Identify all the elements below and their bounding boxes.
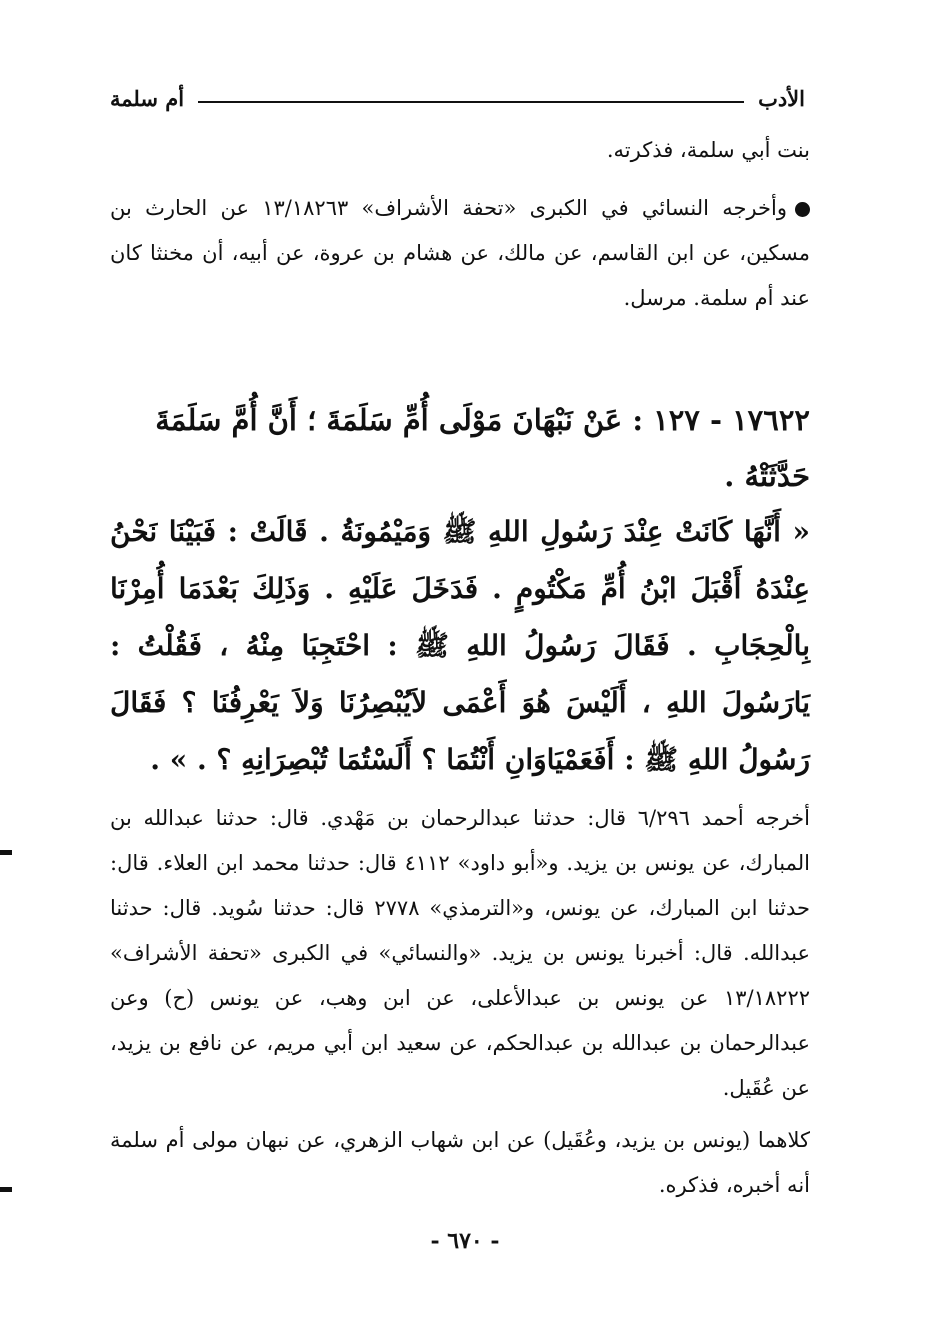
bullet-icon [795,202,810,217]
running-header [110,78,805,118]
scan-edge-mark [0,1187,12,1192]
header-rule [198,101,744,103]
header-section-title: أم سلمة [110,85,185,111]
scan-edge-mark [0,850,12,855]
nasai-note: وأخرجه النسائي في الكبرى «تحفة الأشراف» ١٣/١٨٢٦٣ عن الحارث بن مسكين، عن ابن القاسم، عن مالك، عن هشام بن عروة، عن أبيه، أن مخنثا كان عند أم سلمة. مرسل. [110,196,810,310]
hadith-text: « أَنَّهَا كَانَتْ عِنْدَ رَسُولِ اللهِ ﷺ وَمَيْمُونَةُ . قَالَتْ : فَبَيْنَا نَحْنُ عِنْدَهُ أَقْبَلَ ابْنُ أُمِّ مَكْتُومٍ . فَدَخَلَ عَلَيْهِ . وَذَلِكَ بَعْدَمَا أُمِرْنَا بِالْحِجَابِ . فَقَالَ رَسُولُ اللهِ ﷺ : احْتَجِبَا مِنْهُ ، فَقُلْتُ : يَارَسُولَ اللهِ ، أَلَيْسَ هُوَ أَعْمَى لاَيُبْصِرُنَا وَلاَ يَعْرِفُنَا ؟ فَقَالَ رَسُولُ اللهِ ﷺ : أَفَعَمْيَاوَانِ أَنْتُمَا ؟ أَلَسْتُمَا تُبْصِرَانِهِ ؟ . » . [110,515,810,776]
page-number: - ٦٧٠ - [430,1228,500,1254]
top-fragment: بنت أبي سلمة، فذكرته. [606,138,810,162]
conclusion-paragraph: كلاهما (يونس بن يزيد، وعُقَيل) عن ابن شهاب الزهري، عن نبهان مولى أم سلمة أنه أخبره، فذكره. [110,1128,810,1197]
takhrij-paragraph: أخرجه أحمد ٦/٢٩٦ قال: حدثنا عبدالرحمان بن مَهْدي. قال: حدثنا عبدالله بن المبارك، عن يونس بن يزيد. و«أبو داود» ٤١١٢ قال: حدثنا محمد ابن العلاء. قال: حدثنا ابن المبارك، عن يونس، و«الترمذي» ٢٧٧٨ قال: حدثنا سُويد. قال: حدثنا عبدالله. قال: أخبرنا يونس بن يزيد. «والنسائي» في الكبرى «تحفة الأشراف» ١٣/١٨٢٢٢ عن يونس بن عبدالأعلى، عن ابن وهب، عن يونس (ح) وعن عبدالرحمان بن عبدالله بن عبدالحكم، عن سعيد ابن أبي مريم، عن نافع بن يزيد، عن عُقَيل. [110,806,810,1100]
header-chapter-title: الأدب [758,85,805,111]
hadith-heading: ١٧٦٢٢ - ١٢٧ : عَنْ نَبْهَانَ مَوْلَى أُمِّ سَلَمَةَ ؛ أَنَّ أُمَّ سَلَمَةَ حَدَّثَتْهُ . [155,403,810,493]
